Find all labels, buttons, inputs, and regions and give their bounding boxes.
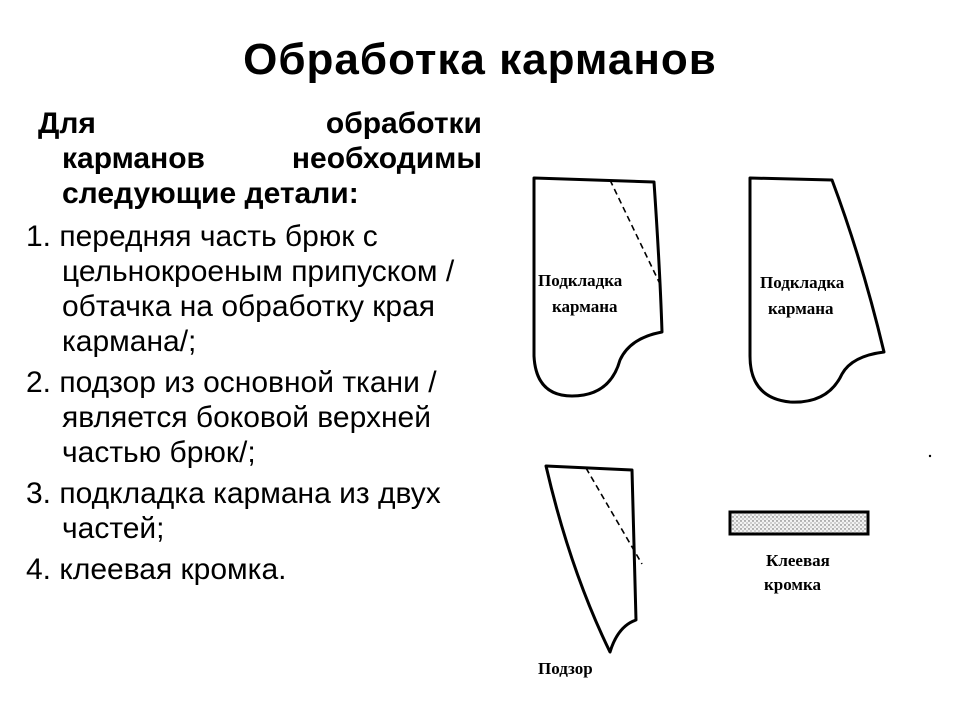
details-list (26, 219, 482, 587)
stray-dot (929, 455, 931, 457)
pocket-lining-left (534, 178, 662, 396)
slide-title: Обработка карманов (243, 35, 717, 84)
lining-left-label-1: Подкладка (538, 271, 623, 290)
intro-word-2: обработки (325, 107, 482, 140)
adhesive-tape (730, 512, 868, 594)
pocket-lining-right (750, 178, 884, 402)
list-item: 1. передняя часть брюк с цельнокроеным припуском /обтачка на обработку края кармана/; (26, 220, 455, 358)
intro-first-line (26, 106, 482, 141)
lining-right-label-1: Подкладка (760, 273, 845, 292)
lining-right-label-2: кармана (768, 299, 834, 318)
facing-label: Подзор (538, 659, 593, 678)
list-item: 2. подзор из основной ткани /является боковой верхней частью брюк/; (26, 366, 437, 469)
pocket-parts-figure (512, 160, 932, 720)
facing-outline (546, 466, 636, 652)
intro-rest: карманов необходимы следующие детали: (62, 142, 482, 210)
lining-left-dashed-line (610, 180, 660, 284)
intro-word-1: Для (38, 107, 96, 140)
list-item: 4. клеевая кромка. (26, 553, 287, 586)
pattern-drawing (512, 160, 932, 720)
intro-paragraph (26, 106, 482, 211)
list-item: 3. подкладка кармана из двух частей; (26, 477, 441, 545)
tape-label-1: Клеевая (766, 551, 830, 570)
tape-label-2: кромка (764, 575, 822, 594)
tape-strip (730, 512, 868, 534)
text-block (26, 106, 482, 593)
lining-left-label-2: кармана (552, 297, 618, 316)
facing-piece (538, 466, 642, 678)
